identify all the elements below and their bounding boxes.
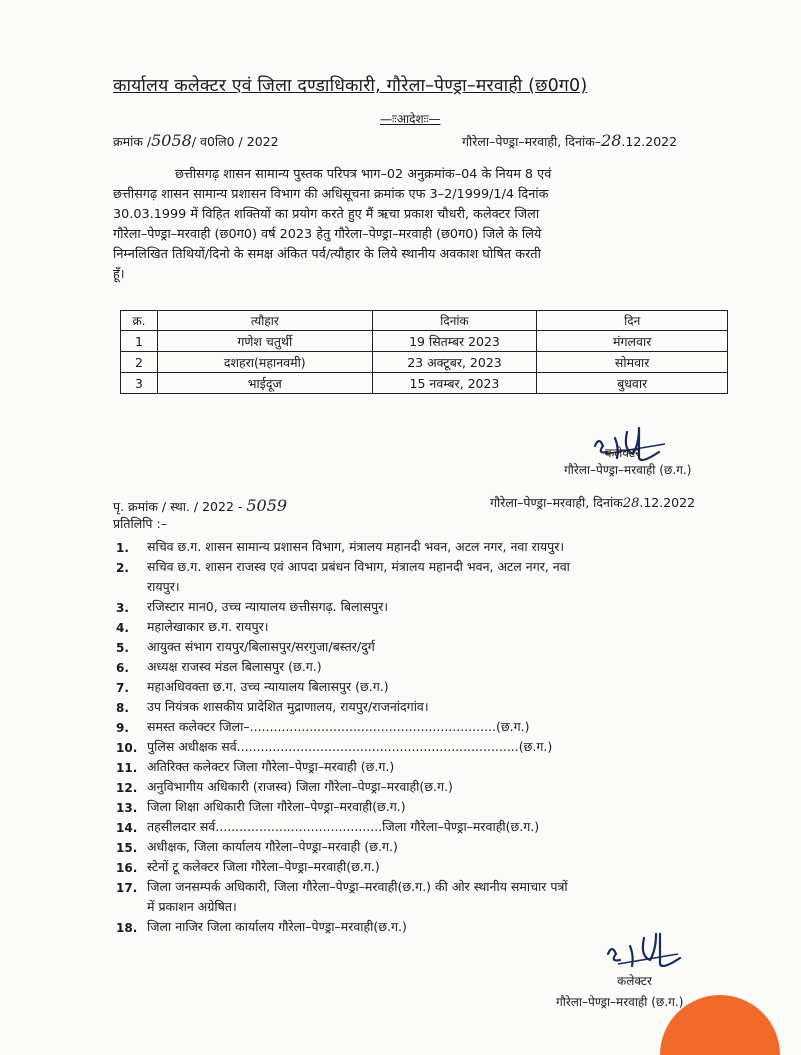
list-item-text: उप नियंत्रक शासकीय प्रादेशित मुद्राणालय, रायपुर/राजनांदगांव।	[147, 699, 429, 714]
list-item-text: पुलिस अधीक्षक सर्व.......................................................................(छ.ग.)	[147, 739, 553, 754]
office-title: कार्यालय कलेक्टर एवं जिला दण्डाधिकारी, गौरेला–पेण्ड्रा–मरवाही (छ0ग0)	[113, 76, 588, 96]
table-row	[121, 373, 728, 394]
order-number-suffix: / व0लि0 / 2022	[191, 134, 279, 149]
list-item-number: 2.	[116, 561, 129, 575]
endorsement-place-label: गौरेला–पेण्ड्रा–मरवाही, दिनांक	[490, 495, 623, 510]
list-item	[110, 777, 730, 797]
copy-list	[110, 537, 730, 937]
copy-label: प्रतिलिपि :–	[113, 516, 167, 531]
list-item	[110, 597, 730, 617]
list-item-text: अतिरिक्त कलेक्टर जिला गौरेला–पेण्ड्रा–मरवाही (छ.ग.)	[147, 759, 395, 774]
list-item	[110, 717, 730, 737]
body-line: छत्तीसगढ़ शासन सामान्य पुस्तक परिपत्र भाग–02 अनुक्रमांक–04 के नियम 8 एवं	[175, 167, 552, 182]
list-item-text: जिला जनसम्पर्क अधिकारी, जिला गौरेला–पेण्ड्रा–मरवाही(छ.ग.) की ओर स्थानीय समाचार पत्रों	[147, 879, 568, 894]
list-item-number: 12.	[116, 781, 138, 795]
signature-2-place: गौरेला–पेण्ड्रा–मरवाही (छ.ग.)	[556, 995, 684, 1009]
body-line: 30.03.1999 में विहित शक्तियों का प्रयोग करते हुए मैं ऋचा प्रकाश चौधरी, कलेक्टर जिला	[113, 207, 540, 222]
cell-day: मंगलवार	[537, 331, 728, 352]
table-row	[121, 352, 728, 373]
list-item-number: 3.	[116, 601, 129, 615]
table-header-row	[121, 311, 728, 331]
signature-1-place: गौरेला–पेण्ड्रा–मरवाही (छ.ग.)	[564, 463, 692, 477]
list-item-text: रायपुर।	[147, 579, 180, 594]
list-item	[110, 657, 730, 677]
list-item	[110, 537, 730, 557]
list-item-text: समस्त कलेक्टर जिला–..............................................................(छ.ग.)	[147, 719, 530, 734]
endorsement-date-suffix: .12.2022	[639, 495, 696, 510]
column-header-festival: त्यौहार	[157, 311, 372, 331]
list-item-number: 1.	[116, 541, 129, 555]
list-item-text: सचिव छ.ग. शासन सामान्य प्रशासन विभाग, मंत्रालय महानदी भवन, अटल नगर, नवा रायपुर।	[147, 539, 565, 554]
list-item-text: तहसीलदार सर्व..........................................जिला गौरेला–पेण्ड्रा–मरवाही(छ.ग.)	[147, 819, 540, 834]
list-item-number: 18.	[116, 921, 138, 935]
list-item-number: 7.	[116, 681, 129, 695]
list-item-number: 13.	[116, 801, 138, 815]
list-item	[110, 737, 730, 757]
cell-date: 23 अक्टूबर, 2023	[372, 352, 537, 373]
list-item-number: 9.	[116, 721, 129, 735]
list-item-number: 11.	[116, 761, 138, 775]
list-item-number: 6.	[116, 661, 129, 675]
cell-date: 15 नवम्बर, 2023	[372, 373, 537, 394]
order-place-date	[462, 131, 677, 150]
body-line: छत्तीसगढ़ शासन सामान्य प्रशासन विभाग की अधिसूचना क्रमांक एफ 3–2/1999/1/4 दिनांक	[113, 187, 549, 202]
list-item	[110, 797, 730, 817]
list-item-number: 14.	[116, 821, 138, 835]
body-line: निम्नलिखित तिथियों/दिनो के समक्ष अंकित पर्व/त्यौहार के लिये स्थानीय अवकाश घोषित करती	[113, 247, 541, 262]
order-number-handwritten: 5058	[151, 131, 192, 150]
list-item-text: में प्रकाशन अग्रेषित।	[147, 899, 237, 914]
list-item-number: 15.	[116, 841, 138, 855]
column-header-date: दिनांक	[372, 311, 537, 331]
list-item-text: अनुविभागीय अधिकारी (राजस्व) जिला गौरेला–पेण्ड्रा–मरवाही(छ.ग.)	[147, 779, 453, 794]
order-date-handwritten: 28	[601, 131, 622, 150]
endorsement-number-prefix: पृ. क्रमांक / स्था. / 2022 -	[113, 499, 243, 514]
body-line: हूँ।	[113, 267, 125, 282]
list-item-number: 17.	[116, 881, 138, 895]
order-heading: —ःःआदेशःः—	[380, 112, 441, 126]
list-item-number: 10.	[116, 741, 138, 755]
list-item	[110, 877, 730, 917]
list-item	[110, 617, 730, 637]
endorsement-number	[113, 496, 287, 515]
endorsement-number-handwritten: 5059	[246, 496, 288, 515]
list-item	[110, 857, 730, 877]
list-item-number: 5.	[116, 641, 129, 655]
list-item-text: महाअधिवक्ता छ.ग. उच्च न्यायालय बिलासपुर (छ.ग.)	[147, 679, 389, 694]
list-item-text: अधीक्षक, जिला कार्यालय गौरेला–पेण्ड्रा–मरवाही (छ.ग.)	[147, 839, 398, 854]
list-item-text: रजिस्टार मान0, उच्च न्यायालय छत्तीसगढ़. बिलासपुर।	[147, 599, 389, 614]
order-date-suffix: .12.2022	[621, 134, 678, 149]
endorsement-date-handwritten: 28	[622, 496, 640, 511]
list-item	[110, 557, 730, 597]
list-item	[110, 677, 730, 697]
list-item-text: जिला नाजिर जिला कार्यालय गौरेला–पेण्ड्रा–मरवाही(छ.ग.)	[147, 919, 407, 934]
cell-day: बुधवार	[537, 373, 728, 394]
table-row	[121, 331, 728, 352]
list-item-number: 4.	[116, 621, 129, 635]
list-item-number: 16.	[116, 861, 138, 875]
order-number	[113, 131, 279, 150]
cell-festival: दशहरा(महानवमी)	[157, 352, 372, 373]
cell-festival: गणेश चतुर्थी	[157, 331, 372, 352]
cell-serial: 3	[121, 373, 158, 394]
list-item-text: स्टेनों टू कलेक्टर जिला गौरेला–पेण्ड्रा–मरवाही(छ.ग.)	[147, 859, 380, 874]
cell-serial: 2	[121, 352, 158, 373]
endorsement-place-date	[490, 494, 695, 511]
list-item	[110, 697, 730, 717]
cell-date: 19 सितम्बर 2023	[372, 331, 537, 352]
signature-2-title: कलेक्टर	[617, 974, 652, 988]
cell-festival: भाईदूज	[157, 373, 372, 394]
list-item-text: सचिव छ.ग. शासन राजस्व एवं आपदा प्रबंधन विभाग, मंत्रालय महानदी भवन, अटल नगर, नवा	[147, 559, 570, 574]
body-line: गौरेला–पेण्ड्रा–मरवाही (छ0ग0) वर्ष 2023 हेतु गौरेला–पेण्ड्रा–मरवाही (छ0ग0) जिले के लिये	[113, 227, 542, 242]
list-item-text: जिला शिक्षा अधिकारी जिला गौरेला–पेण्ड्रा–मरवाही(छ.ग.)	[147, 799, 406, 814]
list-item-text: अध्यक्ष राजस्व मंडल बिलासपुर (छ.ग.)	[147, 659, 322, 674]
list-item-text: आयुक्त संभाग रायपुर/बिलासपुर/सरगुजा/बस्तर/दुर्ग	[147, 639, 375, 654]
order-number-prefix: क्रमांक /	[113, 134, 152, 149]
order-place-label: गौरेला–पेण्ड्रा–मरवाही, दिनांक–	[462, 134, 602, 149]
order-body	[113, 165, 728, 285]
list-item-number: 8.	[116, 701, 129, 715]
holiday-table	[120, 310, 728, 394]
list-item	[110, 757, 730, 777]
list-item	[110, 837, 730, 857]
list-item	[110, 637, 730, 657]
column-header-serial: क्र.	[121, 311, 158, 331]
cell-day: सोमवार	[537, 352, 728, 373]
list-item	[110, 817, 730, 837]
column-header-day: दिन	[537, 311, 728, 331]
cell-serial: 1	[121, 331, 158, 352]
signature-1-title: कलेक्टर	[605, 446, 640, 460]
list-item-text: महालेखाकार छ.ग. रायपुर।	[147, 619, 269, 634]
